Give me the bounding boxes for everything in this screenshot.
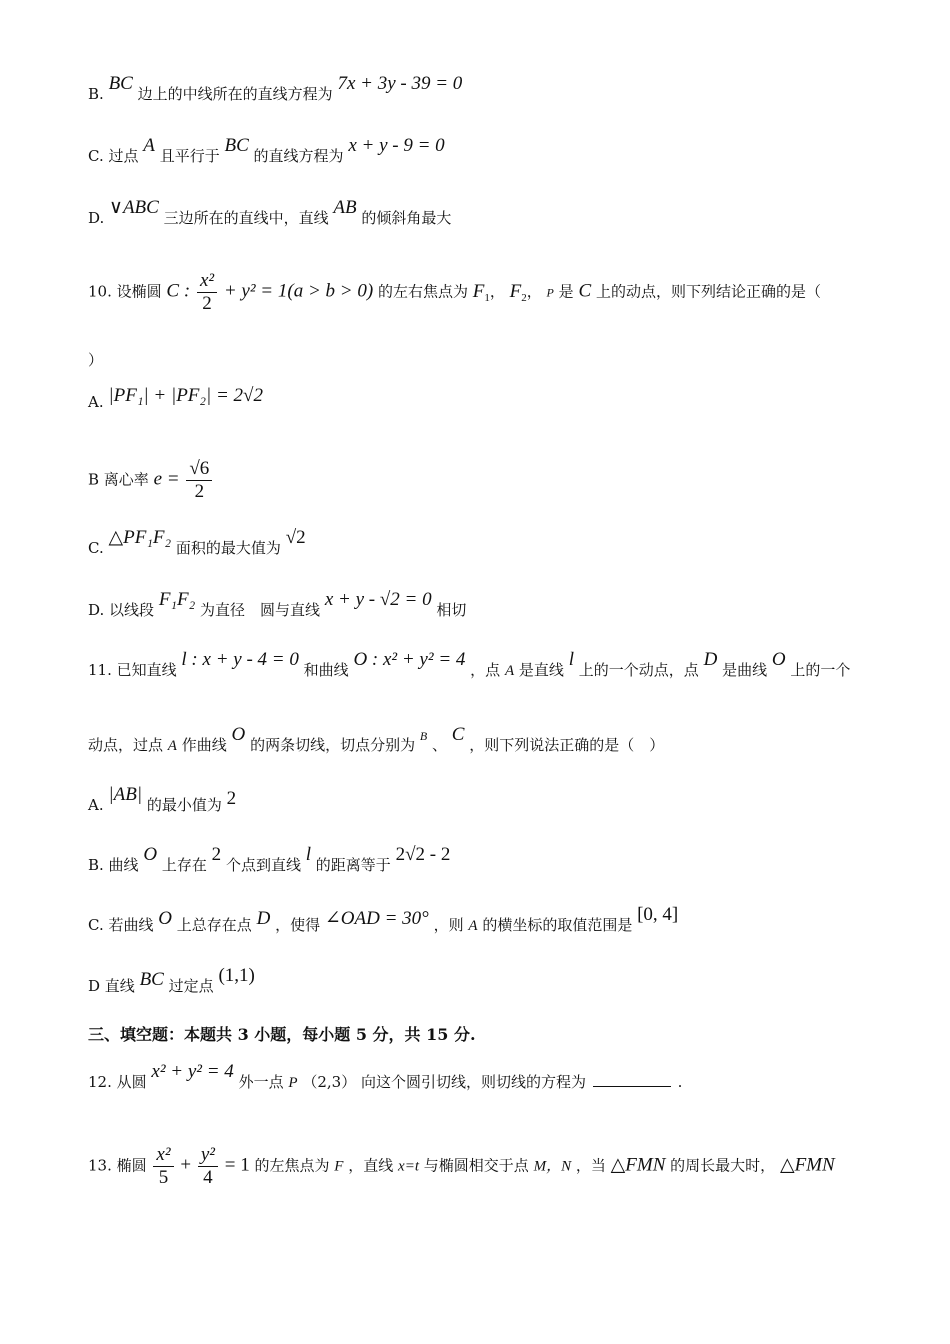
math-o: O [143, 844, 158, 865]
q12-stem [88, 1061, 683, 1093]
math-range: [0, 4] [637, 904, 679, 925]
question-text: . [677, 1073, 683, 1091]
math-o: O [158, 908, 172, 929]
option-label: D. 以线段 [88, 601, 155, 619]
option-text: 边上的中线所在的直线方程为 [137, 85, 333, 103]
fraction-numerator: y² [198, 1144, 218, 1167]
math-o: O [771, 649, 786, 670]
question-text: 是 [558, 282, 574, 301]
math-c: C [451, 724, 465, 745]
math-number: 2 [211, 844, 222, 865]
question-text: 、 [431, 736, 447, 754]
math-bc: BC [224, 135, 249, 156]
question-text: 向这个圆引切线，则切线的方程为 [360, 1073, 586, 1091]
option-text: 上总存在点 [176, 916, 252, 934]
q11-option-c [88, 904, 679, 936]
option-text: 的最小值为 [146, 796, 222, 814]
fraction-numerator: x² [153, 1144, 173, 1167]
math-expression: |PF₁| + |PF₂| = 2√2 [108, 385, 263, 406]
q11-option-b [88, 844, 451, 875]
question-text: 上的动点，则下列结论正确的是（ [595, 282, 821, 301]
q9-option-c [88, 135, 445, 166]
option-text: 过定点 [168, 977, 214, 995]
math-line: l : x + y - 4 = 0 [181, 649, 299, 670]
fraction-denominator: 5 [158, 1167, 169, 1188]
question-text: ，点 [470, 661, 501, 679]
f2-subscript: 2 [521, 291, 527, 304]
option-label: A. [88, 393, 104, 411]
option-text: 过点 [108, 147, 139, 165]
question-text: 上的一个 [790, 661, 851, 679]
q11-option-d [88, 965, 255, 996]
option-text: 三边所在的直线中，直线 [163, 209, 329, 227]
option-label: B. [88, 85, 104, 103]
math-a: A [143, 135, 155, 156]
math-a: A [504, 663, 515, 679]
math-point: (1,1) [218, 965, 255, 986]
math-o: O [231, 724, 246, 745]
q10-option-d [88, 589, 467, 620]
question-text: 作曲线 [181, 736, 227, 754]
fraction-numerator: x² [197, 270, 217, 293]
question-text: ） [88, 351, 104, 369]
q11-option-a [88, 784, 237, 815]
math-equation: 7x + 3y - 39 = 0 [337, 73, 463, 94]
f1-letter: F [472, 280, 485, 302]
math-c: C : [166, 280, 191, 302]
option-label: B. 曲线 [88, 856, 139, 874]
option-label: C. 若曲线 [88, 916, 154, 934]
option-label: D 直线 [88, 977, 135, 995]
math-equation: x + y - 9 = 0 [348, 135, 445, 156]
math-equals: = 1 [224, 1154, 250, 1176]
question-text: 动点，过点 [88, 736, 164, 754]
math-bc: BC [108, 73, 133, 94]
math-line: x=t [398, 1158, 419, 1175]
option-label: C. [88, 539, 104, 557]
math-a: A [468, 918, 478, 934]
option-text: 个点到直线 [225, 856, 301, 874]
option-text: ，则 [433, 916, 464, 934]
option-text: 的距离等于 [315, 856, 391, 874]
q11-stem-line2 [88, 724, 665, 756]
math-fraction [198, 1144, 218, 1189]
math-fraction [197, 270, 217, 315]
math-fraction [186, 458, 212, 503]
fraction-denominator: 2 [194, 481, 205, 502]
math-line: x + y - √2 = 0 [324, 589, 432, 610]
question-text: 的周长最大时， [670, 1156, 776, 1175]
question-text: ，则下列说法正确的是（ ） [469, 736, 665, 754]
answer-blank[interactable] [593, 1072, 671, 1087]
math-l: l [568, 649, 574, 670]
math-angle: ∠OAD = 30° [324, 908, 429, 929]
math-operator: + [180, 1154, 192, 1176]
question-text: 的两条切线，切点分别为 [250, 736, 416, 754]
math-ellipse: + y² = 1(a > b > 0) [223, 280, 374, 302]
math-fraction [153, 1144, 173, 1189]
question-text: ，直线 [348, 1156, 394, 1175]
q10-stem: 10. 设椭圆 C : $\frac{\text{x²}}{2}$ + y² = 1(a > b > 0) 的左右焦点为 $F_1$， $F_2$， P 是 C 上的动点，则下列结论正确的是（ [88, 270, 821, 314]
math-a: A [167, 738, 177, 754]
q13-stem [88, 1144, 835, 1189]
question-text: 和曲线 [303, 661, 349, 679]
option-label: B 离心率 [88, 470, 149, 489]
question-text: 的左焦点为 [254, 1156, 330, 1175]
option-label: A. [88, 796, 104, 814]
question-text: 是曲线 [722, 661, 768, 679]
math-p: P [288, 1075, 298, 1091]
math-e: e = [153, 468, 180, 490]
question-text: ，当 [575, 1156, 606, 1175]
math-triangle: △PF₁F₂ [108, 527, 172, 548]
option-text: ，使得 [275, 916, 321, 934]
q10-option-a [88, 385, 263, 412]
fraction-denominator: 4 [203, 1167, 213, 1188]
option-text: 面积的最大值为 [175, 539, 281, 557]
option-label: C. [88, 147, 104, 165]
q9-option-d [88, 197, 452, 228]
math-d: D [703, 649, 718, 670]
q10-stem-close [88, 350, 103, 370]
question-text: 的左右焦点为 [377, 282, 468, 301]
math-expression: 2√2 - 2 [395, 844, 451, 865]
math-triangle: ∨ABC [109, 197, 159, 218]
math-ab: |AB| [108, 784, 143, 805]
option-text: 的倾斜角最大 [361, 209, 452, 227]
fraction-denominator: 2 [202, 293, 212, 314]
q11-stem [88, 649, 851, 681]
math-triangle: △FMN [610, 1154, 666, 1176]
math-points: M，N [533, 1158, 572, 1175]
math-point: （2,3） [302, 1073, 357, 1091]
math-ab: AB [333, 197, 357, 218]
question-text: 上的一个动点，点 [578, 661, 699, 679]
math-value: 2 [226, 788, 237, 809]
math-c: C [578, 280, 592, 302]
f1-subscript: 1 [484, 291, 490, 304]
math-bc: BC [139, 969, 164, 990]
math-f2 [510, 281, 527, 302]
option-text: 相切 [436, 601, 467, 619]
section-heading: 三、填空题：本题共 3 小题，每小题 5 分，共 15 分. [88, 1025, 476, 1044]
math-d: D [256, 908, 271, 929]
q10-option-c [88, 527, 306, 558]
question-number: 12. 从圆 [88, 1073, 147, 1091]
question-text: 与椭圆相交于点 [423, 1156, 529, 1175]
math-triangle: △FMN [779, 1154, 835, 1176]
option-text: 为直径 圆与直线 [200, 601, 321, 619]
question-text: 是直线 [518, 661, 564, 679]
option-text: 的直线方程为 [253, 147, 344, 165]
question-text: 外一点 [238, 1073, 284, 1091]
question-number: 10. 设椭圆 [88, 282, 162, 301]
option-text: 上存在 [161, 856, 207, 874]
math-b: B [419, 729, 428, 743]
option-label: D. [88, 209, 105, 227]
question-number: 13. 椭圆 [88, 1156, 147, 1175]
math-f1 [473, 281, 490, 302]
fraction-numerator: √6 [186, 458, 212, 481]
q10-option-b [88, 458, 214, 503]
question-number: 11. 已知直线 [88, 661, 177, 679]
math-sqrt: √2 [285, 527, 306, 548]
f2-letter: F [509, 280, 522, 302]
q9-option-b [88, 73, 463, 104]
math-f: F [334, 1158, 344, 1175]
option-text: 的横坐标的取值范围是 [482, 916, 633, 934]
math-p: P [546, 285, 554, 300]
option-text: 且平行于 [159, 147, 220, 165]
math-l: l [305, 844, 312, 865]
math-circle: x² + y² = 4 [151, 1061, 234, 1082]
math-segment: F₁F₂ [158, 589, 196, 610]
math-circle: O : x² + y² = 4 [353, 649, 466, 670]
